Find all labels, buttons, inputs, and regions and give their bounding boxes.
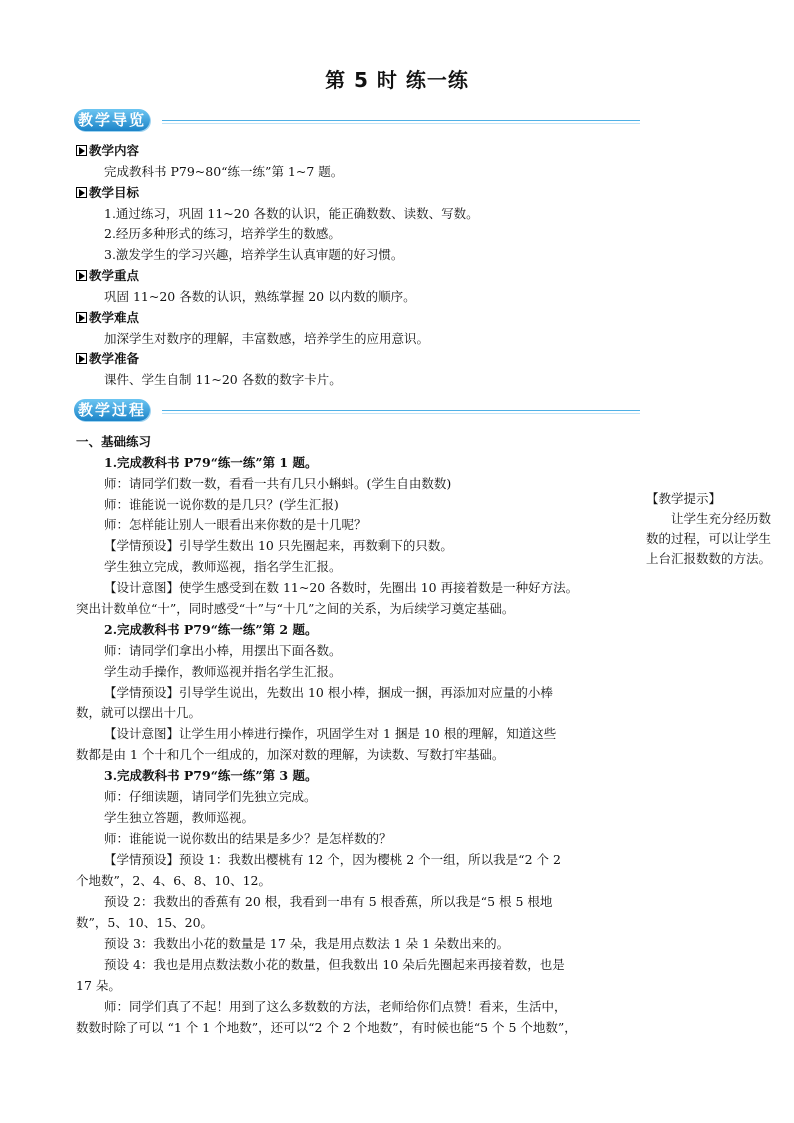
text-line: 17 朵。 (76, 978, 121, 993)
text-line: 数数时除了可以 “1 个 1 个地数”，还可以“2 个 2 个地数”，有时候也能“5 个 5 个地数”， (76, 1020, 577, 1035)
text-line: 师：谁能说一说你数的是几只？(学生汇报) (104, 497, 339, 512)
play-marker-icon (76, 145, 87, 156)
text-line: 预设 2：我数出的香蕉有 20 根，我看到一串有 5 根香蕉，所以我是“5 根 5 根地 (104, 894, 553, 909)
play-marker-icon (76, 187, 87, 198)
text-line: 3.激发学生的学习兴趣，培养学生认真审题的好习惯。 (104, 247, 404, 262)
text-line: 【学情预设】引导学生说出，先数出 10 根小棒，捆成一捆，再添加对应量的小棒 (104, 685, 553, 700)
heading-difficulties: 教学难点 (76, 308, 139, 328)
heading-preparation: 教学准备 (76, 349, 139, 369)
text-line: 【设计意图】让学生用小棒进行操作，巩固学生对 1 捆是 10 根的理解，知道这些 (104, 726, 557, 741)
text-line: 学生独立完成，教师巡视，指名学生汇报。 (104, 559, 342, 574)
text-line: 课件、学生自制 11~20 各数的数字卡片。 (104, 372, 342, 387)
page-title: 第 5 时 练一练 (325, 68, 469, 92)
divider (162, 413, 640, 414)
text-line: 学生动手操作，教师巡视并指名学生汇报。 (104, 664, 342, 679)
text-line: 【学情预设】预设 1：我数出樱桃有 12 个，因为樱桃 2 个一组，所以我是“2 个 2 (104, 852, 561, 867)
text-line: 师：请同学们拿出小棒，用摆出下面各数。 (104, 643, 342, 658)
divider (162, 120, 640, 121)
exercise-heading: 2.完成教科书 P79“练一练”第 2 题。 (104, 622, 318, 637)
text-line: 2.经历多种形式的练习，培养学生的数感。 (104, 226, 341, 241)
text-line: 数”，5、10、15、20。 (76, 915, 214, 930)
text-line: 学生独立答题，教师巡视。 (104, 810, 255, 825)
teaching-tip-text: 让学生充分经历数数的过程，可以让学生上台汇报数数的方法。 (646, 511, 772, 566)
text-line: 突出计数单位“十”，同时感受“十”与“十几”之间的关系，为后续学习奠定基础。 (76, 601, 515, 616)
exercise-heading: 3.完成教科书 P79“练一练”第 3 题。 (104, 768, 318, 783)
play-marker-icon (76, 353, 87, 364)
text-line: 师：同学们真了不起！用到了这么多数数的方法，老师给你们点赞！看来，生活中， (104, 999, 567, 1014)
text-line: 【学情预设】引导学生数出 10 只先圈起来，再数剩下的只数。 (104, 538, 453, 553)
exercise-heading: 1.完成教科书 P79“练一练”第 1 题。 (104, 455, 318, 470)
text-line: 师：仔细读题，请同学们先独立完成。 (104, 789, 317, 804)
heading-key-points: 教学重点 (76, 266, 139, 286)
section-badge: 教学过程 (74, 399, 150, 421)
section-header-process (74, 398, 640, 424)
text-line: 巩固 11~20 各数的认识，熟练掌握 20 以内数的顺序。 (104, 289, 416, 304)
subheading: 一、基础练习 (76, 434, 152, 449)
heading-goals: 教学目标 (76, 183, 139, 203)
text-line: 数都是由 1 个十和几个一组成的，加深对数的理解，为读数、写数打牢基础。 (76, 747, 505, 762)
text-line: 1.通过练习，巩固 11~20 各数的认识，能正确数数、读数、写数。 (104, 206, 479, 221)
text-line: 预设 3：我数出小花的数量是 17 朵，我是用点数法 1 朵 1 朵数出来的。 (104, 936, 510, 951)
text-line: 【设计意图】使学生感受到在数 11~20 各数时，先圈出 10 再接着数是一种好方法。 (104, 580, 579, 595)
divider (162, 410, 640, 411)
text-line: 数，就可以摆出十几。 (76, 705, 202, 720)
text-line: 预设 4：我也是用点数法数小花的数量，但我数出 10 朵后先圈起来再接着数，也是 (104, 957, 565, 972)
play-marker-icon (76, 312, 87, 323)
text-line: 师：请同学们数一数，看看一共有几只小蝌蚪。(学生自由数数) (104, 476, 452, 491)
text-line: 完成教科书 P79~80“练一练”第 1~7 题。 (104, 164, 344, 179)
section-header-guide (74, 108, 640, 134)
play-marker-icon (76, 270, 87, 281)
teaching-tip-sidebar (646, 489, 776, 569)
text-line: 师：怎样能让别人一眼看出来你数的是十几呢？ (104, 517, 367, 532)
heading-content: 教学内容 (76, 141, 139, 161)
text-line: 加深学生对数序的理解，丰富数感，培养学生的应用意识。 (104, 331, 430, 346)
section-badge: 教学导览 (74, 109, 150, 131)
text-line: 个地数”，2、4、6、8、10、12。 (76, 873, 272, 888)
divider (162, 123, 640, 124)
text-line: 师：谁能说一说你数出的结果是多少？是怎样数的？ (104, 831, 392, 846)
teaching-tip-title: 【教学提示】 (646, 491, 722, 506)
